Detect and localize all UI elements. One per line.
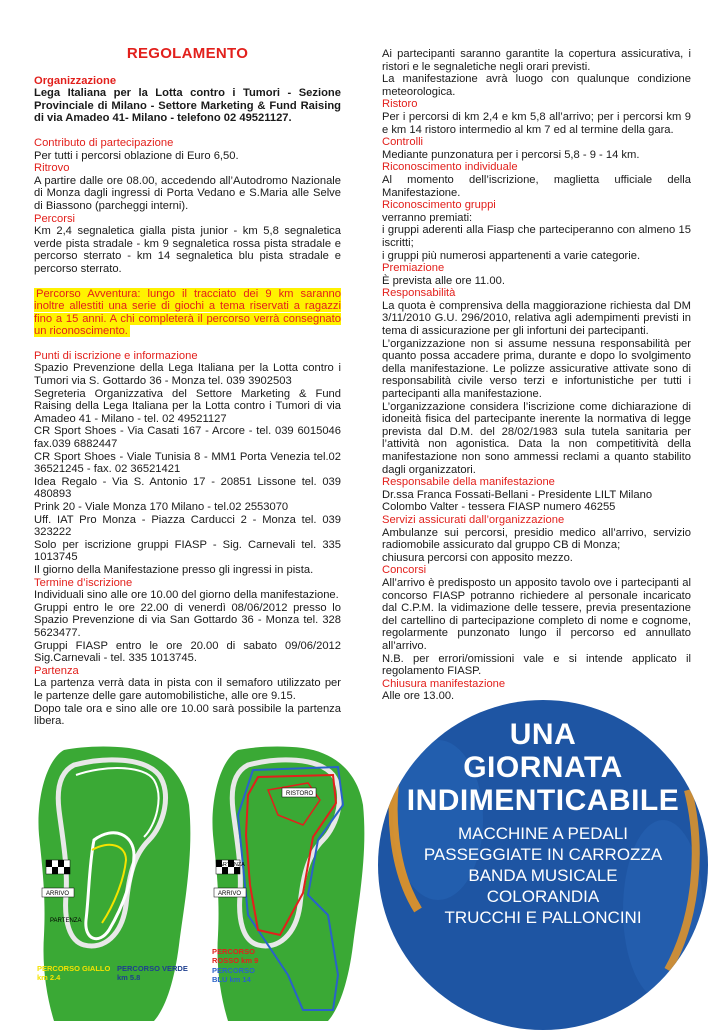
map2-rosso-name: PERCORSO [212,947,255,956]
percorso-avventura-text: Percorso Avventura: lungo il tracciato dei 9 km saranno inoltre allestiti una serie di giochi a tema riservati a ragazzi fino a 15 anni. A chi completerà il percorso verrà consegnato un riconoscimento. [34,287,341,338]
circle-line-una: UNA [509,718,577,751]
map2-blu-km: BLU km 14 [212,974,251,984]
partenza-heading: Partenza [34,664,79,677]
partenza-line: La partenza verrà data in pista con il semaforo utilizzato per le partenze delle gare automobilistiche, alle ore 9.15. [34,677,341,702]
intro-line: Ai partecipanti saranno garantite la copertura assicurativa, i ristori e le segnaletiche negli orari previsti. [382,48,691,73]
circle-line-giornata: GIORNATA [463,751,623,784]
contributo-text: Per tutti i percorsi oblazione di Euro 6,50. [34,149,239,162]
ritrovo-text: A partire dalle ore 08.00, accedendo all’Autodromo Nazionale di Monza dagli ingressi di Porta Vedano e S.Maria alle Selve di Biassono (parcheggi interni). [34,174,341,212]
left-column [34,45,341,728]
punti-line: Idea Regalo - Via S. Antonio 17 - 20851 Lissone tel. 039 480893 [34,475,341,501]
concorsi-line: N.B. per errori/omissioni vale e si intende applicato il regolamento FIASP. [382,652,691,678]
ristoro-heading: Ristoro [382,98,418,111]
page-title: REGOLAMENTO [126,45,249,62]
map1-giallo-label [37,965,110,982]
event-highlight-circle [378,700,708,1030]
servizi-line: chiusura percorsi con apposito mezzo. [382,551,573,564]
riconoscimento-individuale-text: Al momento dell’iscrizione, maglietta ufficiale della Manifestazione. [382,173,691,199]
percorso-avventura-box [34,288,341,338]
percorsi-text: Km 2,4 segnaletica gialla pista junior - km 5,8 segnaletica verde pista stradale - km 9 segnaletica rossa pista stradale e percorso sterrato - km 14 segnaletica blu pista stradale e percorso sterrato. [34,225,341,275]
map2-rosso-km: ROSSO km 9 [212,955,259,965]
map2-blu-name: PERCORSO [212,966,255,975]
premiazione-heading: Premiazione [382,262,445,275]
punti-line: Uff. IAT Pro Monza - Piazza Carducci 2 - Monza tel. 039 323222 [34,513,341,539]
termine-line: Individuali sino alle ore 10.00 del giorno della manifestazione. [34,589,339,602]
organizzazione-text: Lega Italiana per la Lotta contro i Tumori - Sezione Provinciale di Milano - Settore Marketing & Fund Raising di via Amadeo 41- Milano - telefono 02 49521127. [34,87,341,125]
circle-item: PASSEGGIATE IN CARROZZA [423,845,663,864]
riconoscimento-individuale-heading: Riconoscimento individuale [382,161,518,174]
punti-line: CR Sport Shoes - Viale Tunisia 8 - MM1 Porta Venezia tel.02 36521245 - fax. 02 36521421 [34,450,341,476]
punti-line: Segreteria Organizzativa del Settore Marketing & Fund Raising della Lega Italiana per la Lotta contro i Tumori di via Amadeo 41 - Milano - tel. 02 49521127 [34,387,341,425]
circle-item: COLORANDIA [486,887,600,906]
circle-item: MACCHINE A PEDALI [457,824,629,843]
responsabilita-line: L’organizzazione considera l’iscrizione come dichiarazione di idoneità fisica del partecipante inerente la normativa di legge prevista dal D.M. del 28/02/1983 sula tutela sanitaria per l’attività non agonistica. Data la non competitività della manifestazione non sono ammessi reclami a quanto stabilito dagli organizzatori. [382,400,691,476]
circle-item: TRUCCHI E PALLONCINI [444,908,642,927]
chiusura-heading: Chiusura manifestazione [382,677,506,690]
map2-arrivo-label: ARRIVO [218,891,242,897]
contributo-heading: Contributo di partecipazione [34,136,174,149]
servizi-heading: Servizi assicurati dall’organizzazione [382,513,565,526]
map1-giallo-km: km 2.4 [37,972,61,982]
right-column [382,48,691,703]
punti-iscrizione-heading: Punti di iscrizione e informazione [34,349,198,362]
circle-text [378,718,708,928]
map1-verde-km: km 5.8 [117,972,141,982]
map1-arrivo-label: ARRIVO [46,891,70,897]
map-percorso-giallo-verde [34,745,194,1023]
ritrovo-heading: Ritrovo [34,162,70,175]
controlli-text: Mediante punzonatura per i percorsi 5,8 - 9 - 14 km. [382,148,640,161]
responsabile-line: Colombo Valter - tessera FIASP numero 46255 [382,501,616,514]
responsabile-heading: Responsabile della manifestazione [382,476,555,489]
riconoscimento-gruppi-line: i gruppi aderenti alla Fiasp che parteciperanno con almeno 15 iscritti; [382,224,691,249]
riconoscimento-gruppi-heading: Riconoscimento gruppi [382,199,496,212]
map2-partenza-label: PARTENZA [216,862,245,868]
punti-line: Il giorno della Manifestazione presso gli ingressi in pista. [34,563,314,576]
ristoro-text: Per i percorsi di km 2,4 e km 5,8 all’arrivo; per i percorsi km 9 e km 14 ristoro intermedio al km 7 ed al termine della gara. [382,110,691,136]
responsabile-line: Dr.ssa Franca Fossati-Bellani - Presidente LILT Milano [382,488,653,501]
concorsi-line: All’arrivo è predisposto un apposito tavolo ove i partecipanti al concorso FIASP potranno richiedere al personale incaricato dal C.P.M. la vidimazione delle tessere, previa presentazione del cartellino di partecipazione completo di nome e cognome, regolarmente punzonato lungo il percorso ed annullato all’arrivo. [382,576,691,652]
punti-line: Spazio Prevenzione della Lega Italiana per la Lotta contro i Tumori via S. Gottardo 36 - Monza tel. 039 3902503 [34,362,341,388]
premiazione-text: È prevista alle ore 11.00. [382,274,505,287]
termine-line: Gruppi entro le ore 22.00 di venerdì 08/06/2012 presso lo Spazio Prevenzione di via San Gottardo 36 - Monza tel. 328 5623477. [34,601,341,639]
chiusura-text: Alle ore 13.00. [382,690,455,703]
termine-heading: Termine d’iscrizione [34,576,133,589]
punti-line: Solo per iscrizione gruppi FIASP - Sig. Carnevali tel. 335 1013745 [34,538,341,564]
percorsi-heading: Percorsi [34,212,76,225]
map2-rosso-label [212,948,258,965]
responsabilita-line: La quota è comprensiva della maggiorazione richiesta dal DM 3/11/2010 G.U. 296/2010, relativa agli adempimenti previsti in tema di assicurazione per gli infortuni dei partecipanti. [382,299,691,338]
map1-partenza-label: PARTENZA [50,918,82,924]
punti-line: Prink 20 - Viale Monza 170 Milano - tel.02 2553070 [34,501,289,513]
circle-item: BANDA MUSICALE [468,866,618,885]
intro-line: La manifestazione avrà luogo con qualunque condizione meteorologica. [382,73,691,98]
riconoscimento-gruppi-line: verranno premiati: [382,211,473,224]
circle-line-indimenticabile: INDIMENTICABILE [406,784,680,817]
map1-giallo-name: PERCORSO GIALLO [37,964,111,973]
partenza-line: Dopo tale ora e sino alle ore 10.00 sarà possibile la partenza libera. [34,702,341,728]
organizzazione-heading: Organizzazione [34,74,117,87]
map-percorso-rosso-blu [208,745,368,1023]
map2-blu-label [212,967,255,984]
riconoscimento-gruppi-line: i gruppi più numerosi appartenenti a varie categorie. [382,249,641,262]
responsabilita-line: L’organizzazione non si assume nessuna responsabilità per quanto possa accadere prima, durante e dopo lo svolgimento della manifestazione. Le polizze assicurative attivate sono di responsabilità civile verso terzi e infortunistiche per tutti i partecipanti alla manifestazione. [382,337,691,401]
responsabilita-heading: Responsabilità [382,287,456,300]
punti-line: CR Sport Shoes - Via Casati 167 - Arcore - tel. 039 6015046 fax.039 6882447 [34,425,341,451]
servizi-line: Ambulanze sui percorsi, presidio medico all’arrivo, servizio radiomobile assicurato dal gruppo CB di Monza; [382,526,691,552]
controlli-heading: Controlli [382,136,424,149]
concorsi-heading: Concorsi [382,564,427,577]
termine-line: Gruppi FIASP entro le ore 20.00 di sabato 09/06/2012 Sig.Carnevali - tel. 335 1013745. [34,639,341,665]
map2-ristoro-label: RISTORO [286,791,314,797]
map1-verde-label [117,965,188,982]
map1-verde-name: PERCORSO VERDE [117,964,188,973]
